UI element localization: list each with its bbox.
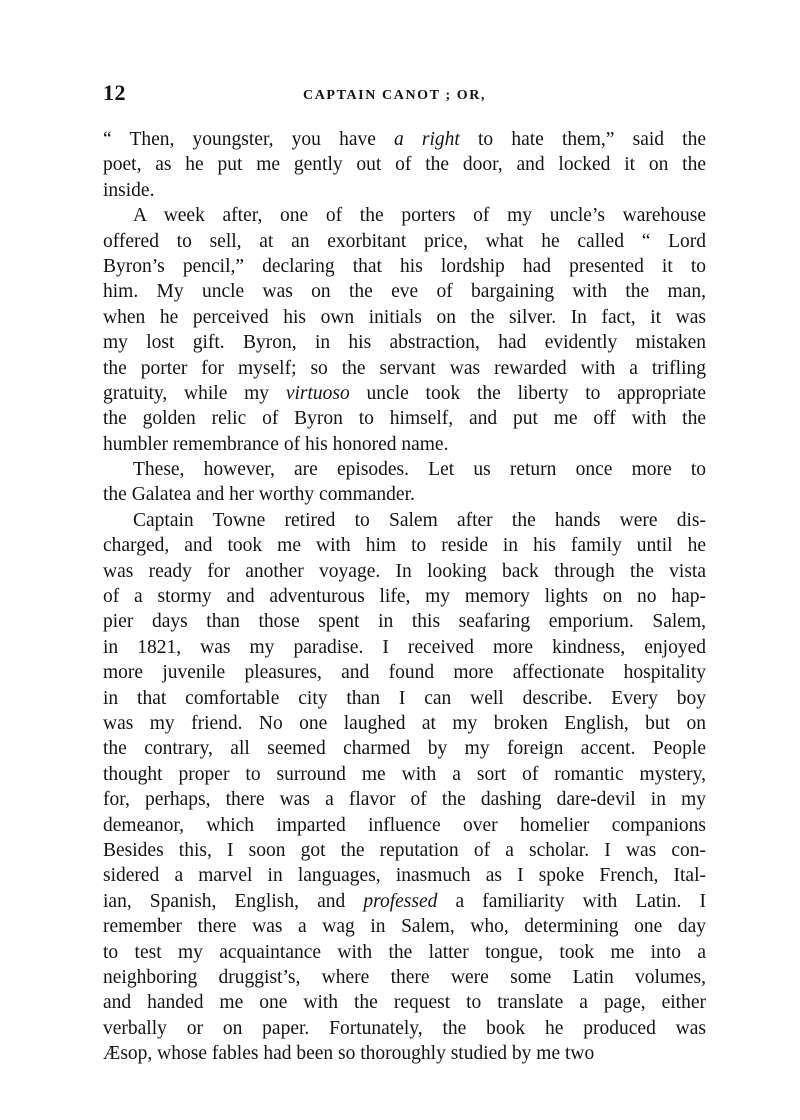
text-run: inside. — [103, 179, 155, 201]
page-number: 12 — [103, 80, 126, 105]
text-line — [103, 940, 706, 965]
text-line — [103, 914, 706, 939]
text-run: the contrary, all seemed charmed by my foreign accent. People — [103, 738, 706, 760]
text-line — [103, 838, 706, 863]
text-run: my lost gift. Byron, in his abstraction, had evidently mistaken — [103, 332, 706, 354]
text-line — [103, 762, 706, 787]
paragraph — [103, 127, 706, 203]
text-run: remember there was a wag in Salem, who, determining one day — [103, 916, 706, 938]
text-run: sidered a marvel in languages, inasmuch as I spoke French, Ital- — [103, 865, 706, 887]
text-line — [103, 1041, 706, 1066]
text-run: gratuity, while my — [103, 382, 286, 404]
text-line — [103, 686, 706, 711]
paragraph — [103, 457, 706, 508]
text-line — [103, 813, 706, 838]
text-run: in 1821, was my paradise. I received more kindness, enjoyed — [103, 636, 706, 658]
text-line — [103, 508, 706, 533]
text-run: humbler remembrance of his honored name. — [103, 433, 449, 455]
text-line — [103, 635, 706, 660]
text-run: of a stormy and adventurous life, my memory lights on no hap- — [103, 586, 706, 608]
text-run: offered to sell, at an exorbitant price, what he called “ Lord — [103, 230, 706, 252]
text-run: Captain Towne retired to Salem after the hands were dis- — [133, 509, 706, 531]
text-run: uncle took the liberty to appropriate — [349, 382, 706, 404]
text-line — [103, 330, 706, 355]
text-line — [103, 457, 706, 482]
text-line — [103, 965, 706, 990]
text-line — [103, 559, 706, 584]
running-head: CAPTAIN CANOT ; OR, — [303, 88, 487, 103]
text-run: when he perceived his own initials on the silver. In fact, it was — [103, 306, 706, 328]
text-line — [103, 229, 706, 254]
text-run: to hate them,” said the — [459, 129, 706, 150]
text-line — [103, 660, 706, 685]
text-run: A week after, one of the porters of my uncle’s warehouse — [133, 205, 706, 227]
text-line — [103, 711, 706, 736]
text-line — [103, 990, 706, 1015]
text-line — [103, 178, 706, 203]
text-line — [103, 381, 706, 406]
italic-text: virtuoso — [285, 382, 350, 404]
text-line — [103, 305, 706, 330]
text-run: was ready for another voyage. In looking back through the vista — [103, 560, 706, 582]
text-run: Byron’s pencil,” declaring that his lordship had presented it to — [103, 255, 706, 277]
text-line — [103, 482, 706, 507]
text-run: to test my acquaintance with the latter tongue, took me into a — [103, 941, 706, 963]
text-line — [103, 152, 706, 177]
paragraph — [103, 203, 706, 457]
text-run: a familiarity with Latin. I — [437, 890, 706, 912]
text-line — [103, 279, 706, 304]
text-line — [103, 533, 706, 558]
text-line — [103, 406, 706, 431]
text-line — [103, 609, 706, 634]
text-line — [103, 889, 706, 914]
text-run: in that comfortable city than I can well describe. Every boy — [103, 687, 706, 709]
text-run: was my friend. No one laughed at my broken English, but on — [103, 712, 706, 734]
body-text — [103, 127, 706, 1066]
text-line — [103, 787, 706, 812]
text-line — [103, 736, 706, 761]
text-run: neighboring druggist’s, where there were some Latin volumes, — [103, 966, 706, 988]
italic-text: a right — [394, 129, 460, 150]
text-line — [103, 254, 706, 279]
text-line — [103, 432, 706, 457]
text-line — [103, 356, 706, 381]
page-header — [103, 80, 703, 112]
text-run: ian, Spanish, English, and — [103, 890, 364, 912]
text-run: more juvenile pleasures, and found more affectionate hospitality — [103, 662, 706, 684]
text-run: verbally or on paper. Fortunately, the book he produced was — [103, 1017, 706, 1039]
text-run: the porter for myself; so the servant was rewarded with a trifling — [103, 357, 706, 379]
text-run: Æsop, whose fables had been so thoroughly studied by me two — [103, 1043, 595, 1065]
text-run: charged, and took me with him to reside in his family until he — [103, 535, 706, 557]
text-run: the golden relic of Byron to himself, and put me off with the — [103, 408, 706, 430]
text-run: These, however, are episodes. Let us return once more to — [133, 459, 706, 481]
text-line — [103, 1016, 706, 1041]
italic-text: professed — [363, 890, 438, 912]
paragraph — [103, 508, 706, 1067]
text-line — [103, 863, 706, 888]
text-run: him. My uncle was on the eve of bargaining with the man, — [103, 281, 706, 303]
text-run: poet, as he put me gently out of the door, and locked it on the — [103, 154, 706, 176]
text-line — [103, 127, 706, 152]
text-line — [103, 584, 706, 609]
text-run: pier days than those spent in this seafaring emporium. Salem, — [103, 611, 706, 633]
text-line — [103, 203, 706, 228]
text-run: and handed me one with the request to translate a page, either — [103, 992, 706, 1014]
text-run: Besides this, I soon got the reputation of a scholar. I was con- — [103, 839, 706, 861]
text-run: thought proper to surround me with a sort of romantic mystery, — [103, 763, 706, 785]
text-run: for, perhaps, there was a flavor of the dashing dare-devil in my — [103, 789, 706, 811]
text-run: “ Then, youngster, you have — [103, 129, 395, 150]
text-run: demeanor, which imparted influence over homelier companions — [103, 814, 706, 836]
text-run: the Galatea and her worthy commander. — [103, 484, 415, 506]
